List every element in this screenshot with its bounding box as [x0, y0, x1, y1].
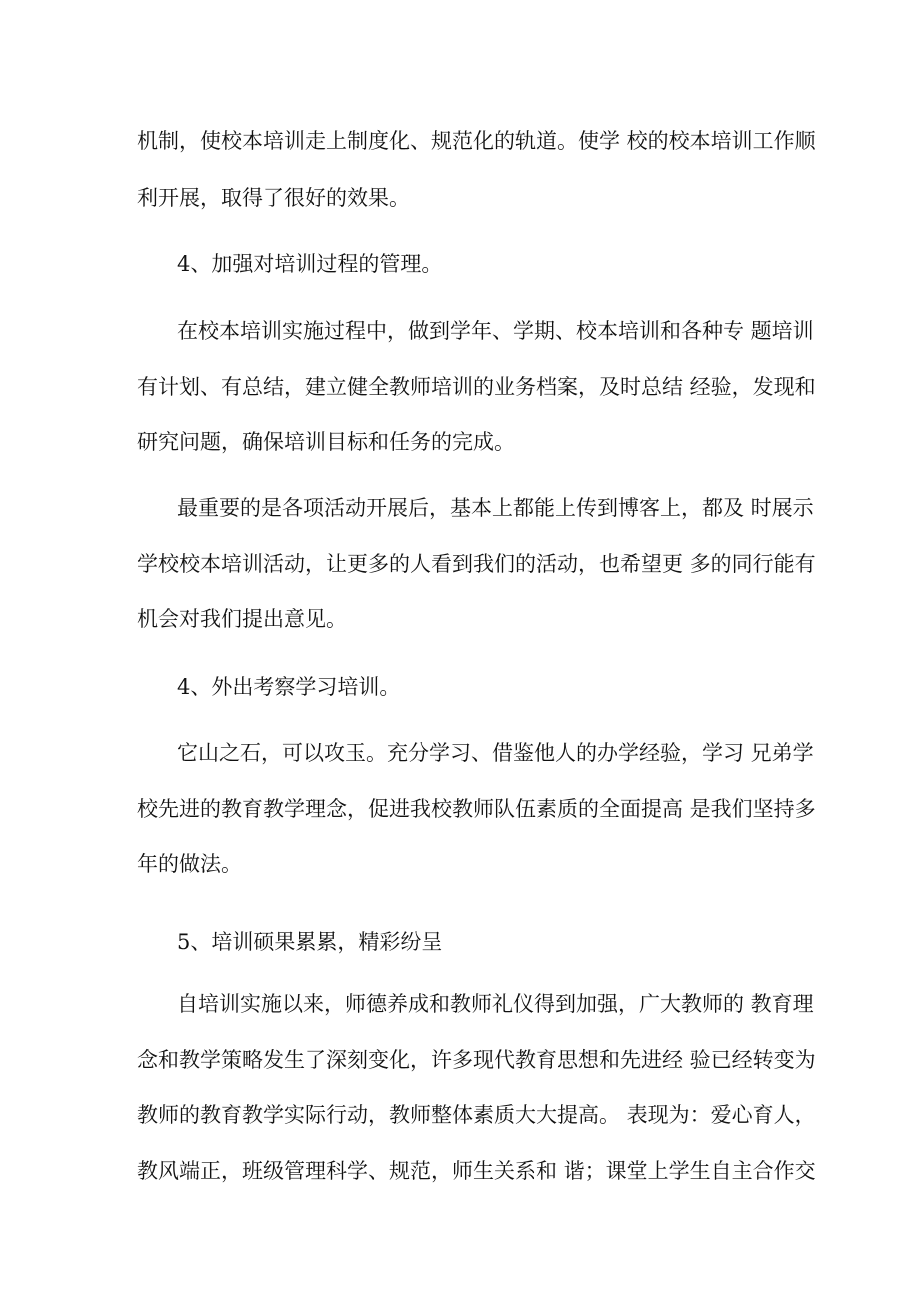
section-heading: 4、加强对培训过程的管理。 [177, 252, 443, 276]
paragraph-line: 教师的教育教学实际行动，教师整体素质大大提高。 表现为：爱心育人， [137, 1103, 816, 1127]
paragraph-line: 研究问题，确保培训目标和任务的完成。 [137, 430, 515, 454]
paragraph-line: 自培训实施以来，师德养成和教师礼仪得到加强，广大教师的 教育理 [177, 992, 814, 1016]
paragraph-line: 最重要的是各项活动开展后，基本上都能上传到博客上，都及 时展示 [177, 496, 814, 520]
paragraph-line: 机制，使校本培训走上制度化、规范化的轨道。使学 校的校本培训工作顺 [137, 129, 816, 153]
section-heading: 5、培训硕果累累，精彩纷呈 [177, 930, 443, 954]
paragraph-line: 机会对我们提出意见。 [137, 607, 347, 631]
paragraph-line: 年的做法。 [137, 852, 242, 876]
paragraph-line: 有计划、有总结，建立健全教师培训的业务档案，及时总结 经验，发现和 [137, 375, 816, 399]
paragraph-line: 在校本培训实施过程中，做到学年、学期、校本培训和各种专 题培训 [177, 319, 814, 343]
paragraph-line: 教风端正，班级管理科学、规范，师生关系和 谐；课堂上学生自主合作交 [137, 1159, 816, 1183]
paragraph-line: 校先进的教育教学理念，促进我校教师队伍素质的全面提高 是我们坚持多 [137, 797, 816, 821]
paragraph-line: 学校校本培训活动，让更多的人看到我们的活动，也希望更 多的同行能有 [137, 552, 816, 576]
paragraph-line: 念和教学策略发生了深刻变化，许多现代教育思想和先进经 验已经转变为 [137, 1048, 816, 1072]
section-heading: 4、外出考察学习培训。 [177, 675, 401, 699]
paragraph-line: 它山之石，可以攻玉。充分学习、借鉴他人的办学经验，学习 兄弟学 [177, 741, 814, 765]
paragraph-line: 利开展，取得了很好的效果。 [137, 186, 410, 210]
